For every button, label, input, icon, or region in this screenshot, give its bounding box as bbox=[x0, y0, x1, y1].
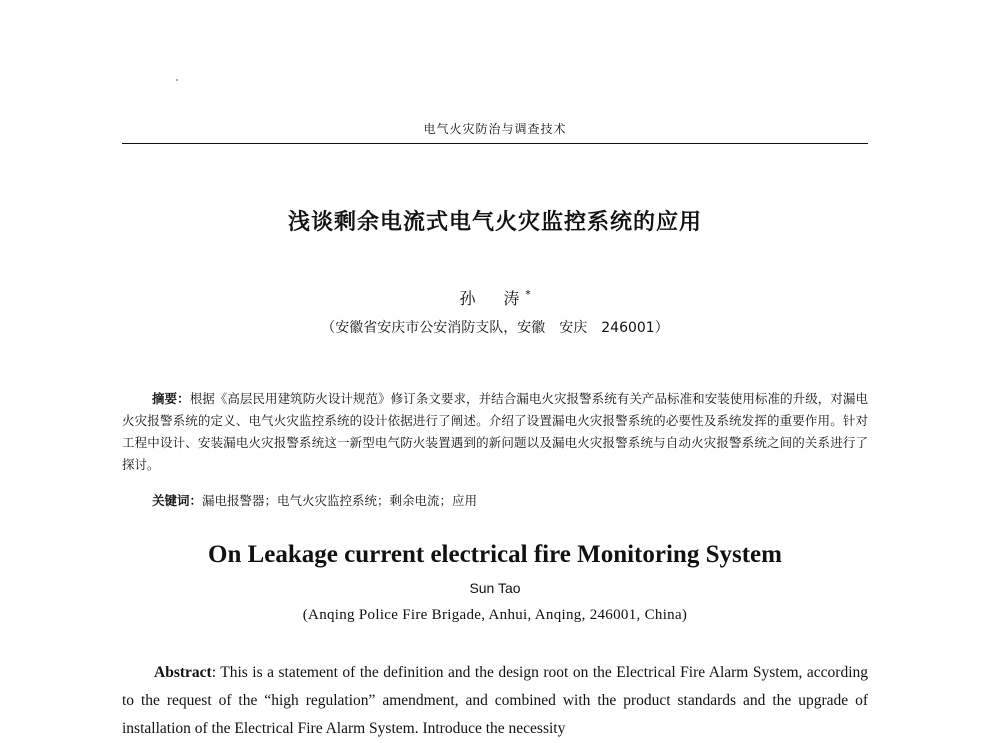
running-head: 电气火灾防治与调查技术 bbox=[423, 122, 567, 136]
author-english: Sun Tao bbox=[469, 580, 521, 596]
author-footnote-marker: * bbox=[525, 289, 531, 301]
keywords-chinese-label: 关键词： bbox=[152, 493, 203, 508]
abstract-chinese bbox=[122, 388, 868, 476]
affiliation-english: (Anqing Police Fire Brigade, Anhui, Anqing, 246001, China) bbox=[302, 607, 688, 623]
title-chinese: 浅谈剩余电流式电气火灾监控系统的应用 bbox=[287, 210, 702, 235]
keywords-chinese bbox=[152, 491, 477, 509]
abstract-english bbox=[122, 659, 868, 743]
abstract-english-separator: : bbox=[211, 664, 216, 681]
author-chinese-name: 孙 涛 bbox=[459, 289, 526, 308]
abstract-chinese-label: 摘要： bbox=[152, 391, 190, 406]
abstract-english-label: Abstract bbox=[154, 664, 212, 681]
header-rule bbox=[122, 143, 868, 144]
affiliation-chinese: （安徽省安庆市公安消防支队，安徽 安庆 246001） bbox=[321, 320, 669, 336]
keywords-chinese-text: 漏电报警器；电气火灾监控系统；剩余电流；应用 bbox=[202, 493, 478, 508]
scan-speck bbox=[176, 79, 178, 81]
author-chinese bbox=[0, 286, 990, 309]
title-english: On Leakage current electrical fire Monitoring System bbox=[208, 541, 782, 568]
abstract-english-text: This is a statement of the definition and the design root on the Electrical Fire Alarm System, according to the request of the “high regulation” amendment, and combined with the product standards and the upgrade of installation of the Electrical Fire Alarm System. Introduce the necessity bbox=[122, 664, 868, 737]
abstract-chinese-text: 根据《高层民用建筑防火设计规范》修订条文要求，并结合漏电火灾报警系统有关产品标准和安装使用标准的升级，对漏电火灾报警系统的定义、电气火灾监控系统的设计依据进行了阐述。介绍了设置漏电火灾报警系统的必要性及系统发挥的重要作用。针对工程中设计、安装漏电火灾报警系统这一新型电气防火装置遇到的新问题以及漏电火灾报警系统与自动火灾报警系统之间的关系进行了探讨。 bbox=[122, 391, 868, 472]
